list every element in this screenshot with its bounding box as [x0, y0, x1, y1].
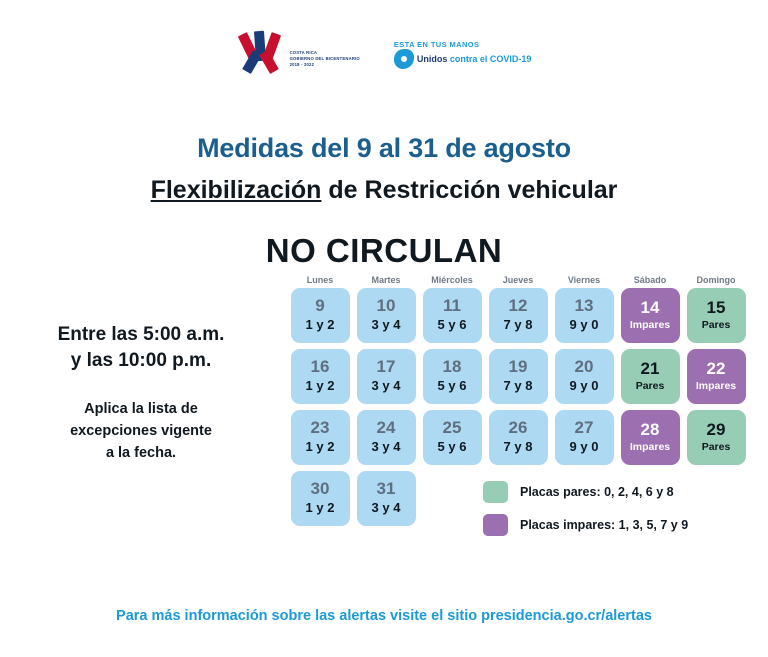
logo-bar: [0, 22, 768, 82]
calendar-day-cell: [423, 410, 482, 465]
calendar-day-cell: [357, 410, 416, 465]
covid-logo-text: Unidos contra el COVID-19: [416, 53, 532, 64]
calendar-day-restriction: 3 y 4: [371, 316, 401, 332]
calendar-day-number: 29: [706, 419, 726, 439]
calendar-day-number: 25: [442, 418, 462, 438]
calendar-day-number: 20: [574, 357, 594, 377]
page-subtitle: [0, 176, 768, 205]
calendar-cell-empty: [423, 471, 482, 526]
calendar-day-number: 11: [443, 296, 461, 316]
covid-campaign-logo: ESTA EN TUS MANOS Unidos contra el COVID-19: [394, 36, 532, 69]
calendar-day-restriction: Pares: [701, 318, 731, 331]
calendar-day-number: 15: [706, 297, 726, 317]
calendar-day-number: 10: [376, 296, 396, 316]
calendar-day-cell: [555, 410, 614, 465]
calendar-day-restriction: Impares: [695, 379, 737, 392]
calendar-day-restriction: 7 y 8: [503, 316, 533, 332]
schedule-info: [16, 322, 266, 465]
costa-rica-government-logo: [237, 29, 360, 75]
calendar-day-number: 14: [640, 297, 660, 317]
hours-line-1: Entre las 5:00 a.m.: [57, 324, 225, 345]
legend-item: [483, 481, 763, 503]
calendar-day-cell: [555, 349, 614, 404]
hand-blob-icon: [394, 49, 414, 69]
calendar-weekday-4: Viernes: [567, 275, 601, 285]
calendar-day-number: 18: [442, 357, 462, 377]
calendar-weekday-1: Martes: [371, 275, 401, 285]
calendar-day-number: 17: [376, 357, 396, 377]
calendar-day-restriction: 3 y 4: [371, 377, 401, 393]
calendar-day-restriction: Impares: [629, 440, 671, 453]
calendar-day-restriction: 7 y 8: [503, 438, 533, 454]
calendar-day-cell: [489, 288, 548, 343]
calendar-day-cell: [291, 410, 350, 465]
calendar-weekday-0: Lunes: [306, 275, 334, 285]
calendar-day-restriction: 1 y 2: [305, 316, 335, 332]
calendar-day-restriction: 5 y 6: [437, 316, 467, 332]
calendar-weekday-3: Jueves: [502, 275, 534, 285]
calendar-weekday-header: [287, 275, 749, 285]
calendar-day-cell: [291, 349, 350, 404]
exceptions-line-1: Aplica la lista de: [84, 401, 198, 418]
calendar-day-number: 27: [574, 418, 594, 438]
calendar-day-number: 23: [310, 418, 330, 438]
section-heading: NO CIRCULAN: [265, 232, 503, 269]
calendar-day-restriction: 9 y 0: [569, 316, 599, 332]
calendar-day-cell: [621, 288, 680, 343]
exceptions-line-2: excepciones vigente: [70, 423, 212, 440]
page-title: Medidas del 9 al 31 de agosto: [197, 133, 571, 163]
legend-swatch-green: [483, 481, 508, 503]
costa-rica-flag-mark-icon: [237, 29, 285, 75]
calendar-day-number: 16: [310, 357, 330, 377]
calendar-weekday-5: Sábado: [633, 275, 667, 285]
calendar-day-restriction: Pares: [701, 440, 731, 453]
calendar-day-restriction: 5 y 6: [437, 438, 467, 454]
calendar-day-restriction: Pares: [635, 379, 665, 392]
footer-note: Para más información sobre las alertas visite el sitio presidencia.go.cr/alertas: [116, 608, 652, 624]
calendar-weekday-2: Miércoles: [431, 275, 473, 285]
subtitle-emphasis: Flexibilización: [150, 176, 322, 204]
government-logo-text: COSTA RICA GOBIERNO DEL BICENTENARIO 2018 - 2022: [289, 49, 360, 68]
calendar-day-cell: [621, 410, 680, 465]
calendar-day-restriction: 3 y 4: [371, 438, 401, 454]
exceptions-line-3: a la fecha.: [105, 444, 177, 461]
calendar-day-cell: [489, 349, 548, 404]
calendar-day-restriction: 9 y 0: [569, 438, 599, 454]
calendar-day-restriction: 1 y 2: [305, 438, 335, 454]
legend-item: [483, 514, 763, 536]
calendar-weekday-6: Domingo: [696, 275, 736, 285]
legend-swatch-purple: [483, 514, 508, 536]
calendar-day-cell: [621, 349, 680, 404]
calendar-day-cell: [423, 288, 482, 343]
calendar-day-cell: [687, 288, 746, 343]
calendar-day-number: 9: [315, 296, 325, 316]
calendar-day-cell: [357, 471, 416, 526]
legend-label: Placas pares: 0, 2, 4, 6 y 8: [520, 485, 674, 499]
hours-line-2: y las 10:00 p.m.: [70, 349, 212, 371]
calendar-day-cell: [555, 288, 614, 343]
calendar-day-cell: [687, 349, 746, 404]
calendar-day-restriction: 7 y 8: [503, 377, 533, 393]
calendar-day-number: 13: [574, 296, 594, 316]
calendar-day-cell: [489, 410, 548, 465]
subtitle-rest: de Restricción vehicular: [321, 176, 618, 204]
calendar-day-restriction: Impares: [629, 318, 671, 331]
calendar-day-cell: [687, 410, 746, 465]
calendar-day-restriction: 5 y 6: [437, 377, 467, 393]
calendar-day-cell: [423, 349, 482, 404]
calendar-day-restriction: 1 y 2: [305, 377, 335, 393]
calendar-day-number: 30: [310, 479, 330, 499]
legend: [483, 481, 763, 547]
calendar-day-number: 19: [508, 357, 528, 377]
calendar-day-restriction: 3 y 4: [371, 499, 401, 515]
calendar-day-cell: [357, 288, 416, 343]
calendar-day-restriction: 1 y 2: [305, 499, 335, 515]
calendar-day-number: 22: [706, 358, 726, 378]
calendar-day-restriction: 9 y 0: [569, 377, 599, 393]
calendar-day-number: 26: [508, 418, 528, 438]
calendar-day-cell: [291, 471, 350, 526]
hours-text: [16, 322, 266, 373]
calendar-day-number: 21: [640, 358, 660, 378]
exceptions-note: [16, 399, 266, 464]
legend-label: Placas impares: 1, 3, 5, 7 y 9: [520, 518, 689, 532]
calendar-day-number: 28: [640, 419, 660, 439]
calendar-day-number: 31: [376, 479, 396, 499]
calendar-day-number: 12: [508, 296, 528, 316]
calendar-day-cell: [357, 349, 416, 404]
calendar-day-number: 24: [376, 418, 396, 438]
calendar-day-cell: [291, 288, 350, 343]
